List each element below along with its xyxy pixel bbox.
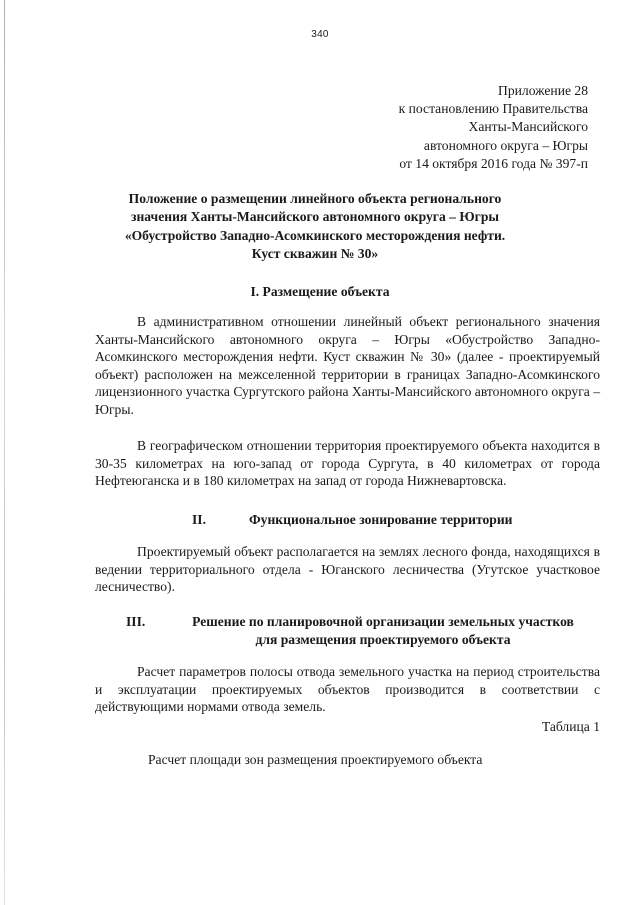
section-2-number: II. [192, 512, 206, 527]
appendix-line: Приложение 28 [498, 83, 588, 98]
title-line: значения Ханты-Мансийского автономного округа – Югры [130, 209, 499, 225]
table-caption: Расчет площади зон размещения проектируемого объекта [148, 752, 483, 767]
appendix-line: от 14 октября 2016 года № 397-п [399, 155, 588, 171]
section-1-paragraph-location: В административном отношении линейный объект регионального значения Ханты-Мансийского автономного округа – Югры «Обустройство Западно-Асомкинского месторождения нефти. Куст скважин № 30» (далее - проектируемый объект) расположен на межселенной территории в границах Западно-Асомкинского лицензионного участка Сургутского района Ханты-Мансийского автономного округа – Югры. [95, 314, 601, 417]
appendix-block [399, 82, 588, 173]
title-line: «Обустройство Западно-Асомкинского месторождения нефти. [124, 227, 506, 243]
scan-edge-line [4, 0, 5, 905]
section-2-paragraph: Проектируемый объект располагается на землях лесного фонда, находящихся в ведении территориального отдела - Юганского лесничества (Угутское участковое лесничество). [95, 544, 600, 595]
appendix-line: Ханты-Мансийского [468, 119, 588, 135]
title-line: Положение о размещении линейного объекта регионального [128, 191, 502, 206]
section-3-number: III. [126, 614, 146, 629]
section-3-heading-line: Решение по планировочной организации земельных участков [192, 614, 574, 629]
section-3-paragraph: Расчет параметров полосы отвода земельного участка на период строительства и эксплуатации проектируемых объектов производится в соответствии с действующими нормами отвода земель. [95, 664, 600, 715]
page-number: 340 [311, 29, 329, 40]
section-2-heading-text: Функциональное зонирование территории [249, 512, 513, 527]
title-line: Куст скважин № 30» [251, 246, 379, 262]
appendix-line: к постановлению Правительства [398, 101, 588, 117]
table-label: Таблица 1 [541, 719, 600, 734]
section-3-heading-text [163, 613, 603, 649]
section-1-paragraph-geography: В географическом отношении территория проектируемого объекта находится в 30-35 километрах на юго-запад от города Сургута, в 40 километрах от города Нефтеюганска и в 180 километрах на запад от города Нижневартовска. [95, 438, 600, 489]
appendix-line: автономного округа – Югры [423, 137, 588, 153]
document-title [100, 190, 530, 264]
section-1-heading: I. Размещение объекта [250, 284, 390, 299]
section-3-heading-line: для размещения проектируемого объекта [255, 632, 511, 647]
